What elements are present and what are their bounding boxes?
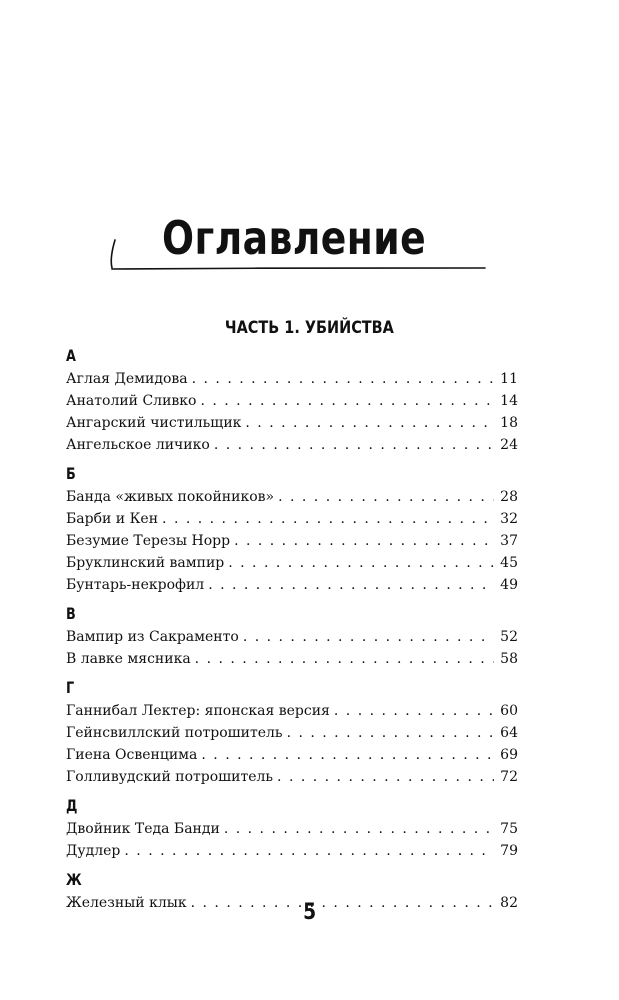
dot-leader xyxy=(201,744,494,766)
toc-entry xyxy=(66,766,518,788)
entry-page-number: 24 xyxy=(500,437,518,453)
title-underline xyxy=(104,232,494,278)
entry-title: В лавке мясника xyxy=(66,651,191,667)
section-letter: Г xyxy=(66,678,75,697)
entry-title: Банда «живых покойников» xyxy=(66,489,275,505)
dot-leader xyxy=(208,574,494,596)
table-of-contents xyxy=(66,344,518,920)
entry-page-number: 49 xyxy=(500,577,518,593)
section-letter: А xyxy=(66,346,76,365)
toc-entry xyxy=(66,368,518,390)
dot-leader xyxy=(195,648,494,670)
dot-leader xyxy=(224,818,494,840)
toc-section xyxy=(66,462,518,596)
toc-section xyxy=(66,602,518,670)
dot-leader xyxy=(243,626,494,648)
entry-page-number: 45 xyxy=(500,555,518,571)
entry-page-number: 32 xyxy=(500,511,518,527)
entry-title: Анатолий Сливко xyxy=(66,393,197,409)
entry-page-number: 69 xyxy=(500,747,518,763)
entry-title: Двойник Теда Банди xyxy=(66,821,220,837)
section-letter: Д xyxy=(66,796,78,815)
entry-title: Гейнсвиллский потрошитель xyxy=(66,725,283,741)
toc-entry xyxy=(66,818,518,840)
entry-page-number: 52 xyxy=(500,629,518,645)
toc-entry xyxy=(66,530,518,552)
section-letter: Ж xyxy=(66,870,82,889)
entry-title: Ангарский чистильщик xyxy=(66,415,242,431)
entry-title: Аглая Демидова xyxy=(66,371,188,387)
entry-page-number: 75 xyxy=(500,821,518,837)
entry-page-number: 28 xyxy=(500,489,518,505)
page-number: 5 xyxy=(302,900,317,925)
entry-page-number: 18 xyxy=(500,415,518,431)
toc-entry xyxy=(66,390,518,412)
toc-section xyxy=(66,794,518,862)
toc-entry xyxy=(66,552,518,574)
entry-page-number: 64 xyxy=(500,725,518,741)
dot-leader xyxy=(192,368,494,390)
dot-leader xyxy=(228,552,494,574)
entry-page-number: 37 xyxy=(500,533,518,549)
dot-leader xyxy=(162,508,494,530)
entry-title: Барби и Кен xyxy=(66,511,159,527)
dot-leader xyxy=(234,530,494,552)
entry-title: Железный клык xyxy=(66,895,187,911)
dot-leader xyxy=(245,412,494,434)
toc-entry xyxy=(66,700,518,722)
toc-entry xyxy=(66,434,518,456)
toc-section xyxy=(66,676,518,788)
section-letter: Б xyxy=(66,464,76,483)
entry-page-number: 14 xyxy=(500,393,518,409)
dot-leader xyxy=(334,700,494,722)
entry-title: Голливудский потрошитель xyxy=(66,769,274,785)
part-heading: ЧАСТЬ 1. УБИЙСТВА xyxy=(225,318,394,338)
entry-title: Бруклинский вампир xyxy=(66,555,225,571)
toc-entry xyxy=(66,744,518,766)
toc-entry xyxy=(66,486,518,508)
dot-leader xyxy=(278,486,494,508)
dot-leader xyxy=(277,766,494,788)
toc-entry xyxy=(66,648,518,670)
entry-page-number: 79 xyxy=(500,843,518,859)
dot-leader xyxy=(214,434,494,456)
dot-leader xyxy=(287,722,494,744)
toc-entry xyxy=(66,840,518,862)
entry-title: Вампир из Сакраменто xyxy=(66,629,239,645)
entry-title: Ганнибал Лектер: японская версия xyxy=(66,703,330,719)
toc-entry xyxy=(66,508,518,530)
entry-page-number: 58 xyxy=(500,651,518,667)
toc-entry xyxy=(66,626,518,648)
entry-page-number: 60 xyxy=(500,703,518,719)
entry-page-number: 11 xyxy=(500,371,518,387)
entry-title: Безумие Терезы Норр xyxy=(66,533,231,549)
entry-title: Ангельское личико xyxy=(66,437,210,453)
entry-page-number: 82 xyxy=(500,895,518,911)
dot-leader xyxy=(124,840,494,862)
entry-page-number: 72 xyxy=(500,769,518,785)
entry-title: Дудлер xyxy=(66,843,121,859)
dot-leader xyxy=(200,390,494,412)
toc-section xyxy=(66,344,518,456)
toc-entry xyxy=(66,412,518,434)
entry-title: Бунтарь-некрофил xyxy=(66,577,205,593)
section-letter: В xyxy=(66,604,76,623)
entry-title: Гиена Освенцима xyxy=(66,747,198,763)
toc-entry xyxy=(66,722,518,744)
toc-entry xyxy=(66,574,518,596)
page-title: Оглавление xyxy=(162,211,427,265)
